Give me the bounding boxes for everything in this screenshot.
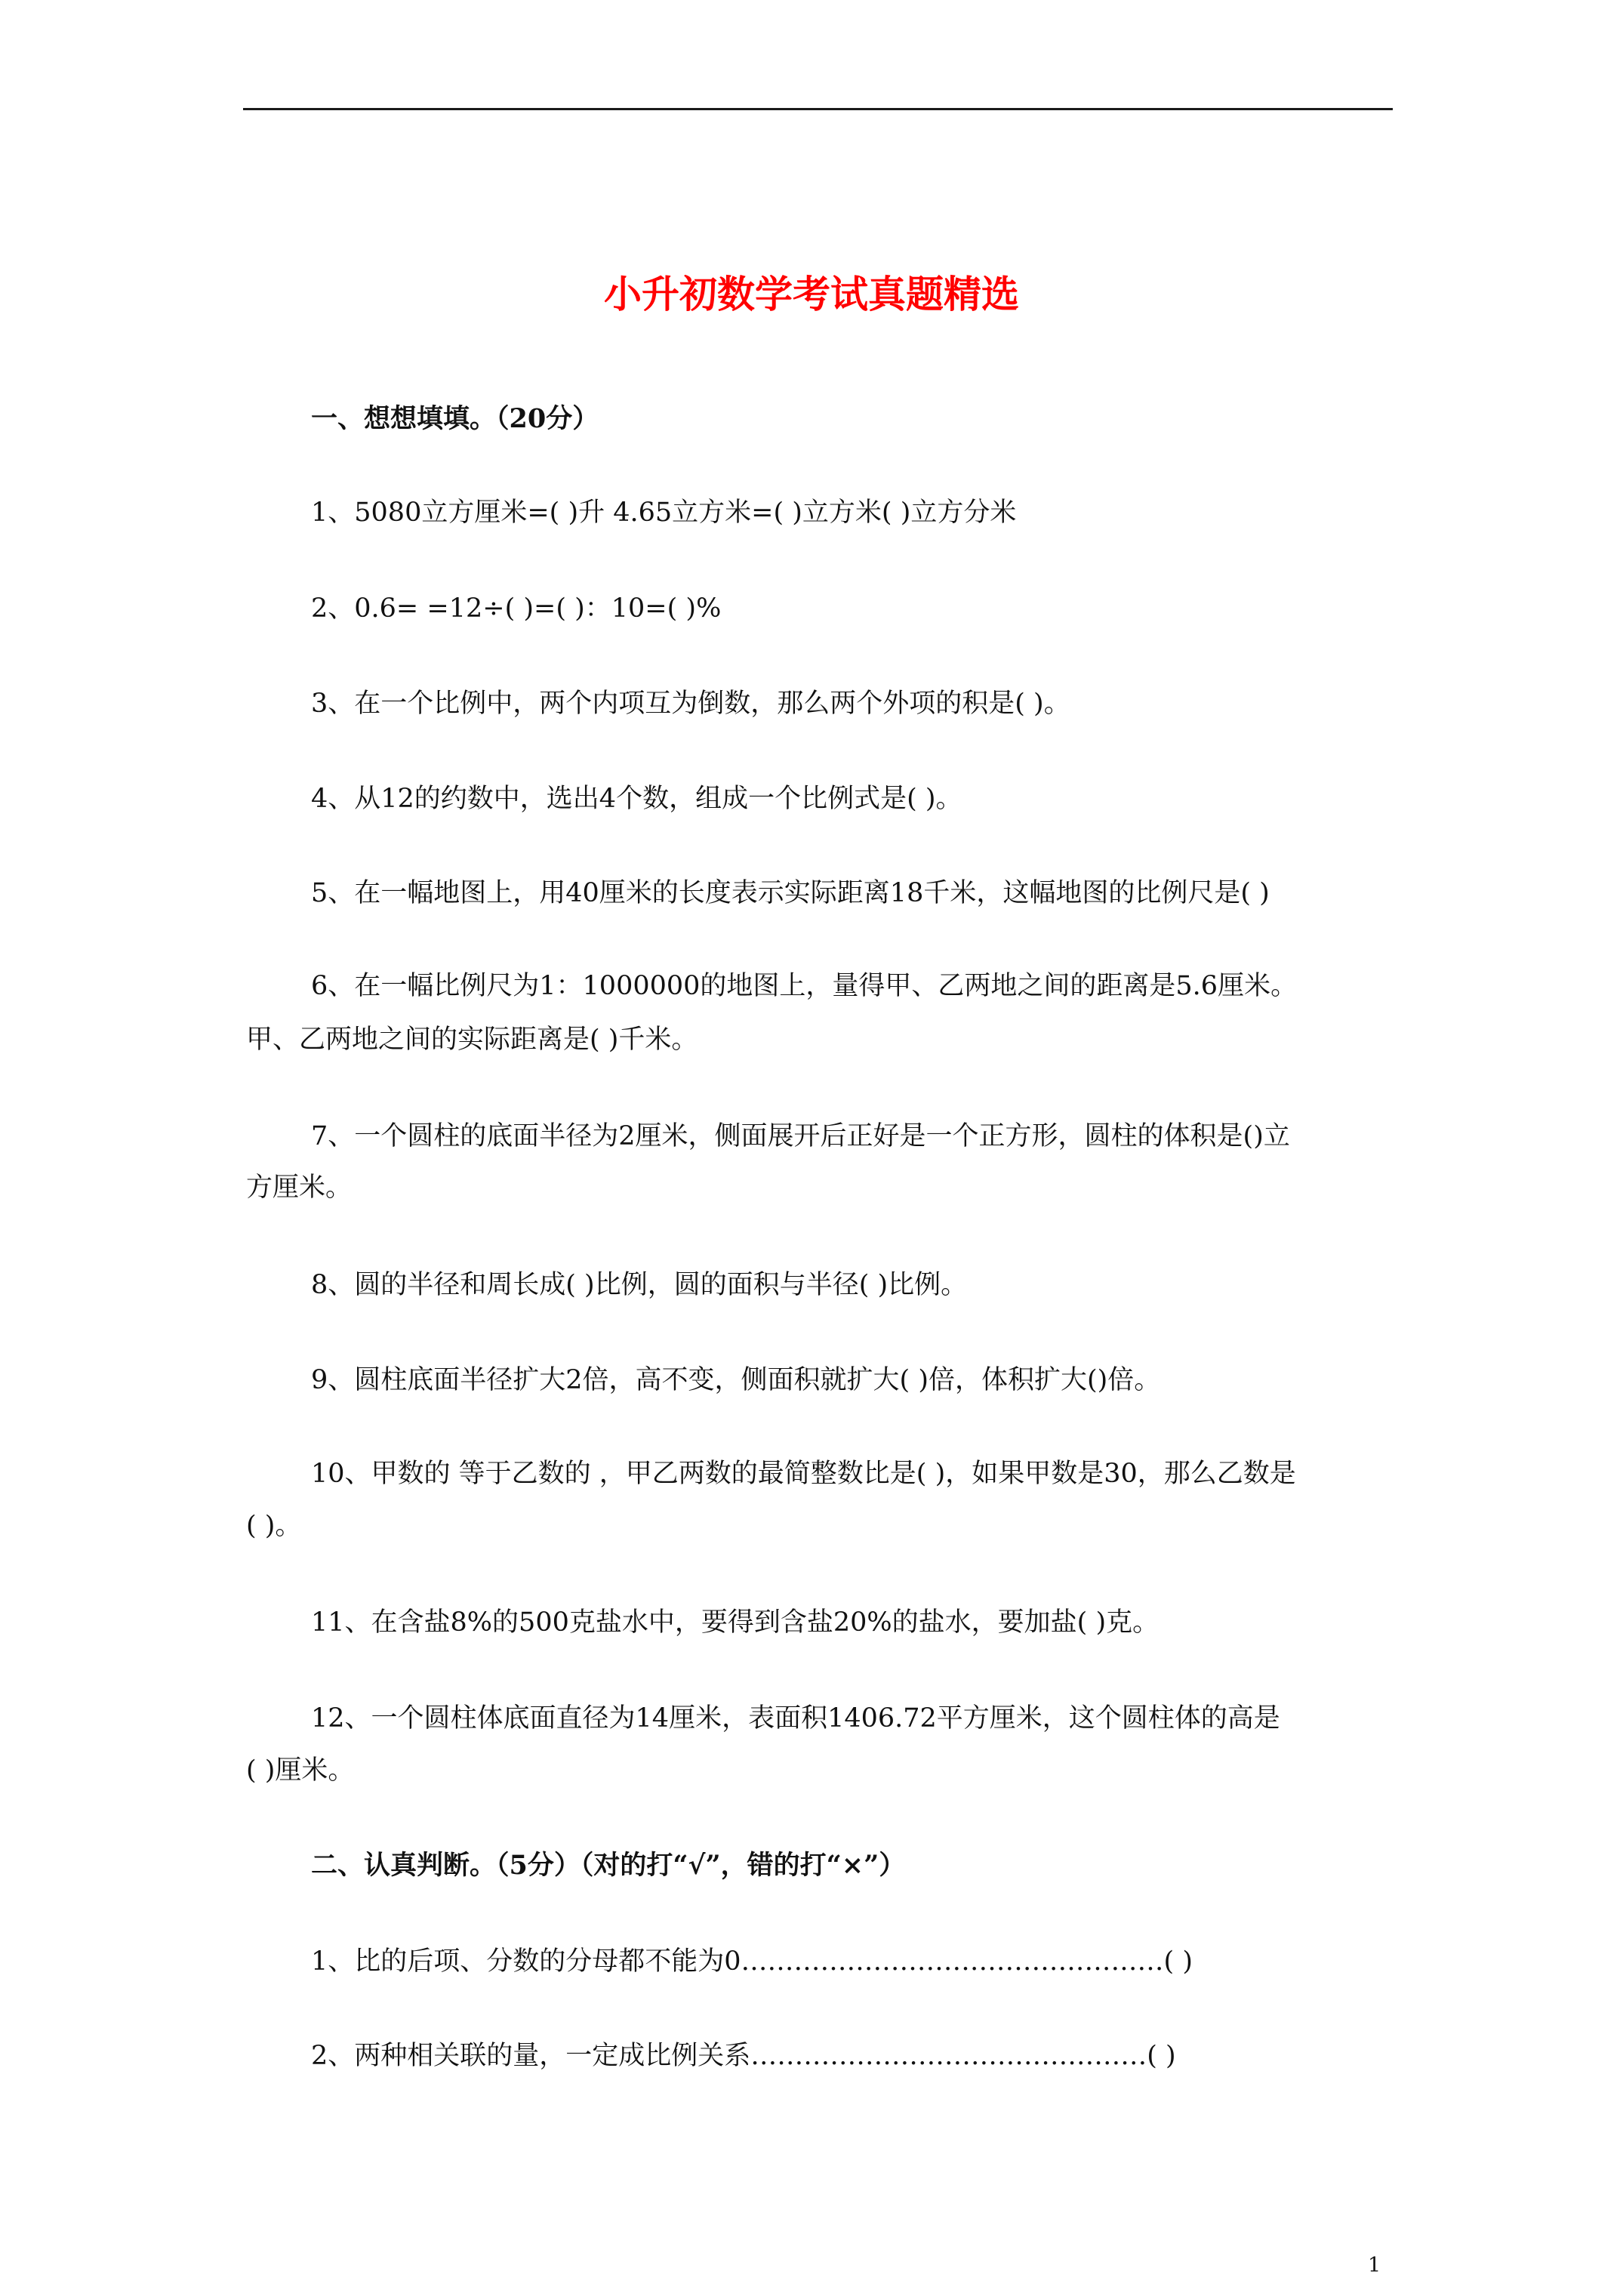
question-5: 5、在一幅地图上，用40厘米的长度表示实际距离18千米，这幅地图的比例尺是( ): [311, 878, 1270, 908]
question-6: 6、在一幅比例尺为1：1000000的地图上，量得甲、乙两地之间的距离是5.6厘米。: [311, 971, 1298, 1001]
question-2: 2、0.6= =12÷( )=( )：10=( )%: [311, 593, 722, 624]
header-rule: [243, 108, 1393, 110]
question-1: 1、5080立方厘米=( )升 4.65立方米=( )立方米( )立方分米: [311, 498, 1017, 528]
question-9: 9、圆柱底面半径扩大2倍，高不变，侧面积就扩大( )倍，体积扩大()倍。: [311, 1365, 1161, 1395]
page-number: 1: [1368, 2254, 1381, 2277]
question-12-continued: ( )厘米。: [246, 1755, 355, 1786]
judgment-2: 2、两种相关联的量，一定成比例关系………………………………………( ): [311, 2041, 1176, 2071]
question-6-continued: 甲、乙两地之间的实际距离是( )千米。: [246, 1025, 698, 1055]
question-7: 7、一个圆柱的底面半径为2厘米，侧面展开后正好是一个正方形，圆柱的体积是()立: [311, 1121, 1290, 1151]
page-title: 小升初数学考试真题精选: [604, 272, 1019, 316]
question-11: 11、在含盐8%的500克盐水中，要得到含盐20%的盐水，要加盐( )克。: [311, 1607, 1160, 1638]
section1-heading: 一、想想填填。（20分）: [311, 403, 599, 434]
question-4: 4、从12的约数中，选出4个数，组成一个比例式是( )。: [311, 784, 962, 814]
section2-heading: 二、认真判断。（5分）（对的打“√”，错的打“×”）: [311, 1850, 906, 1881]
question-10-continued: ( )。: [246, 1511, 302, 1541]
question-8: 8、圆的半径和周长成( )比例，圆的面积与半径( )比例。: [311, 1270, 968, 1300]
question-10: 10、甲数的 等于乙数的 ，甲乙两数的最简整数比是( )，如果甲数是30，那么乙数是: [311, 1459, 1296, 1489]
judgment-1: 1、比的后项、分数的分母都不能为0…………………………………………( ): [311, 1946, 1193, 1977]
question-12: 12、一个圆柱体底面直径为14厘米，表面积1406.72平方厘米，这个圆柱体的高是: [311, 1703, 1280, 1734]
question-3: 3、在一个比例中，两个内项互为倒数，那么两个外项的积是( )。: [311, 689, 1070, 719]
question-7-continued: 方厘米。: [246, 1173, 353, 1203]
